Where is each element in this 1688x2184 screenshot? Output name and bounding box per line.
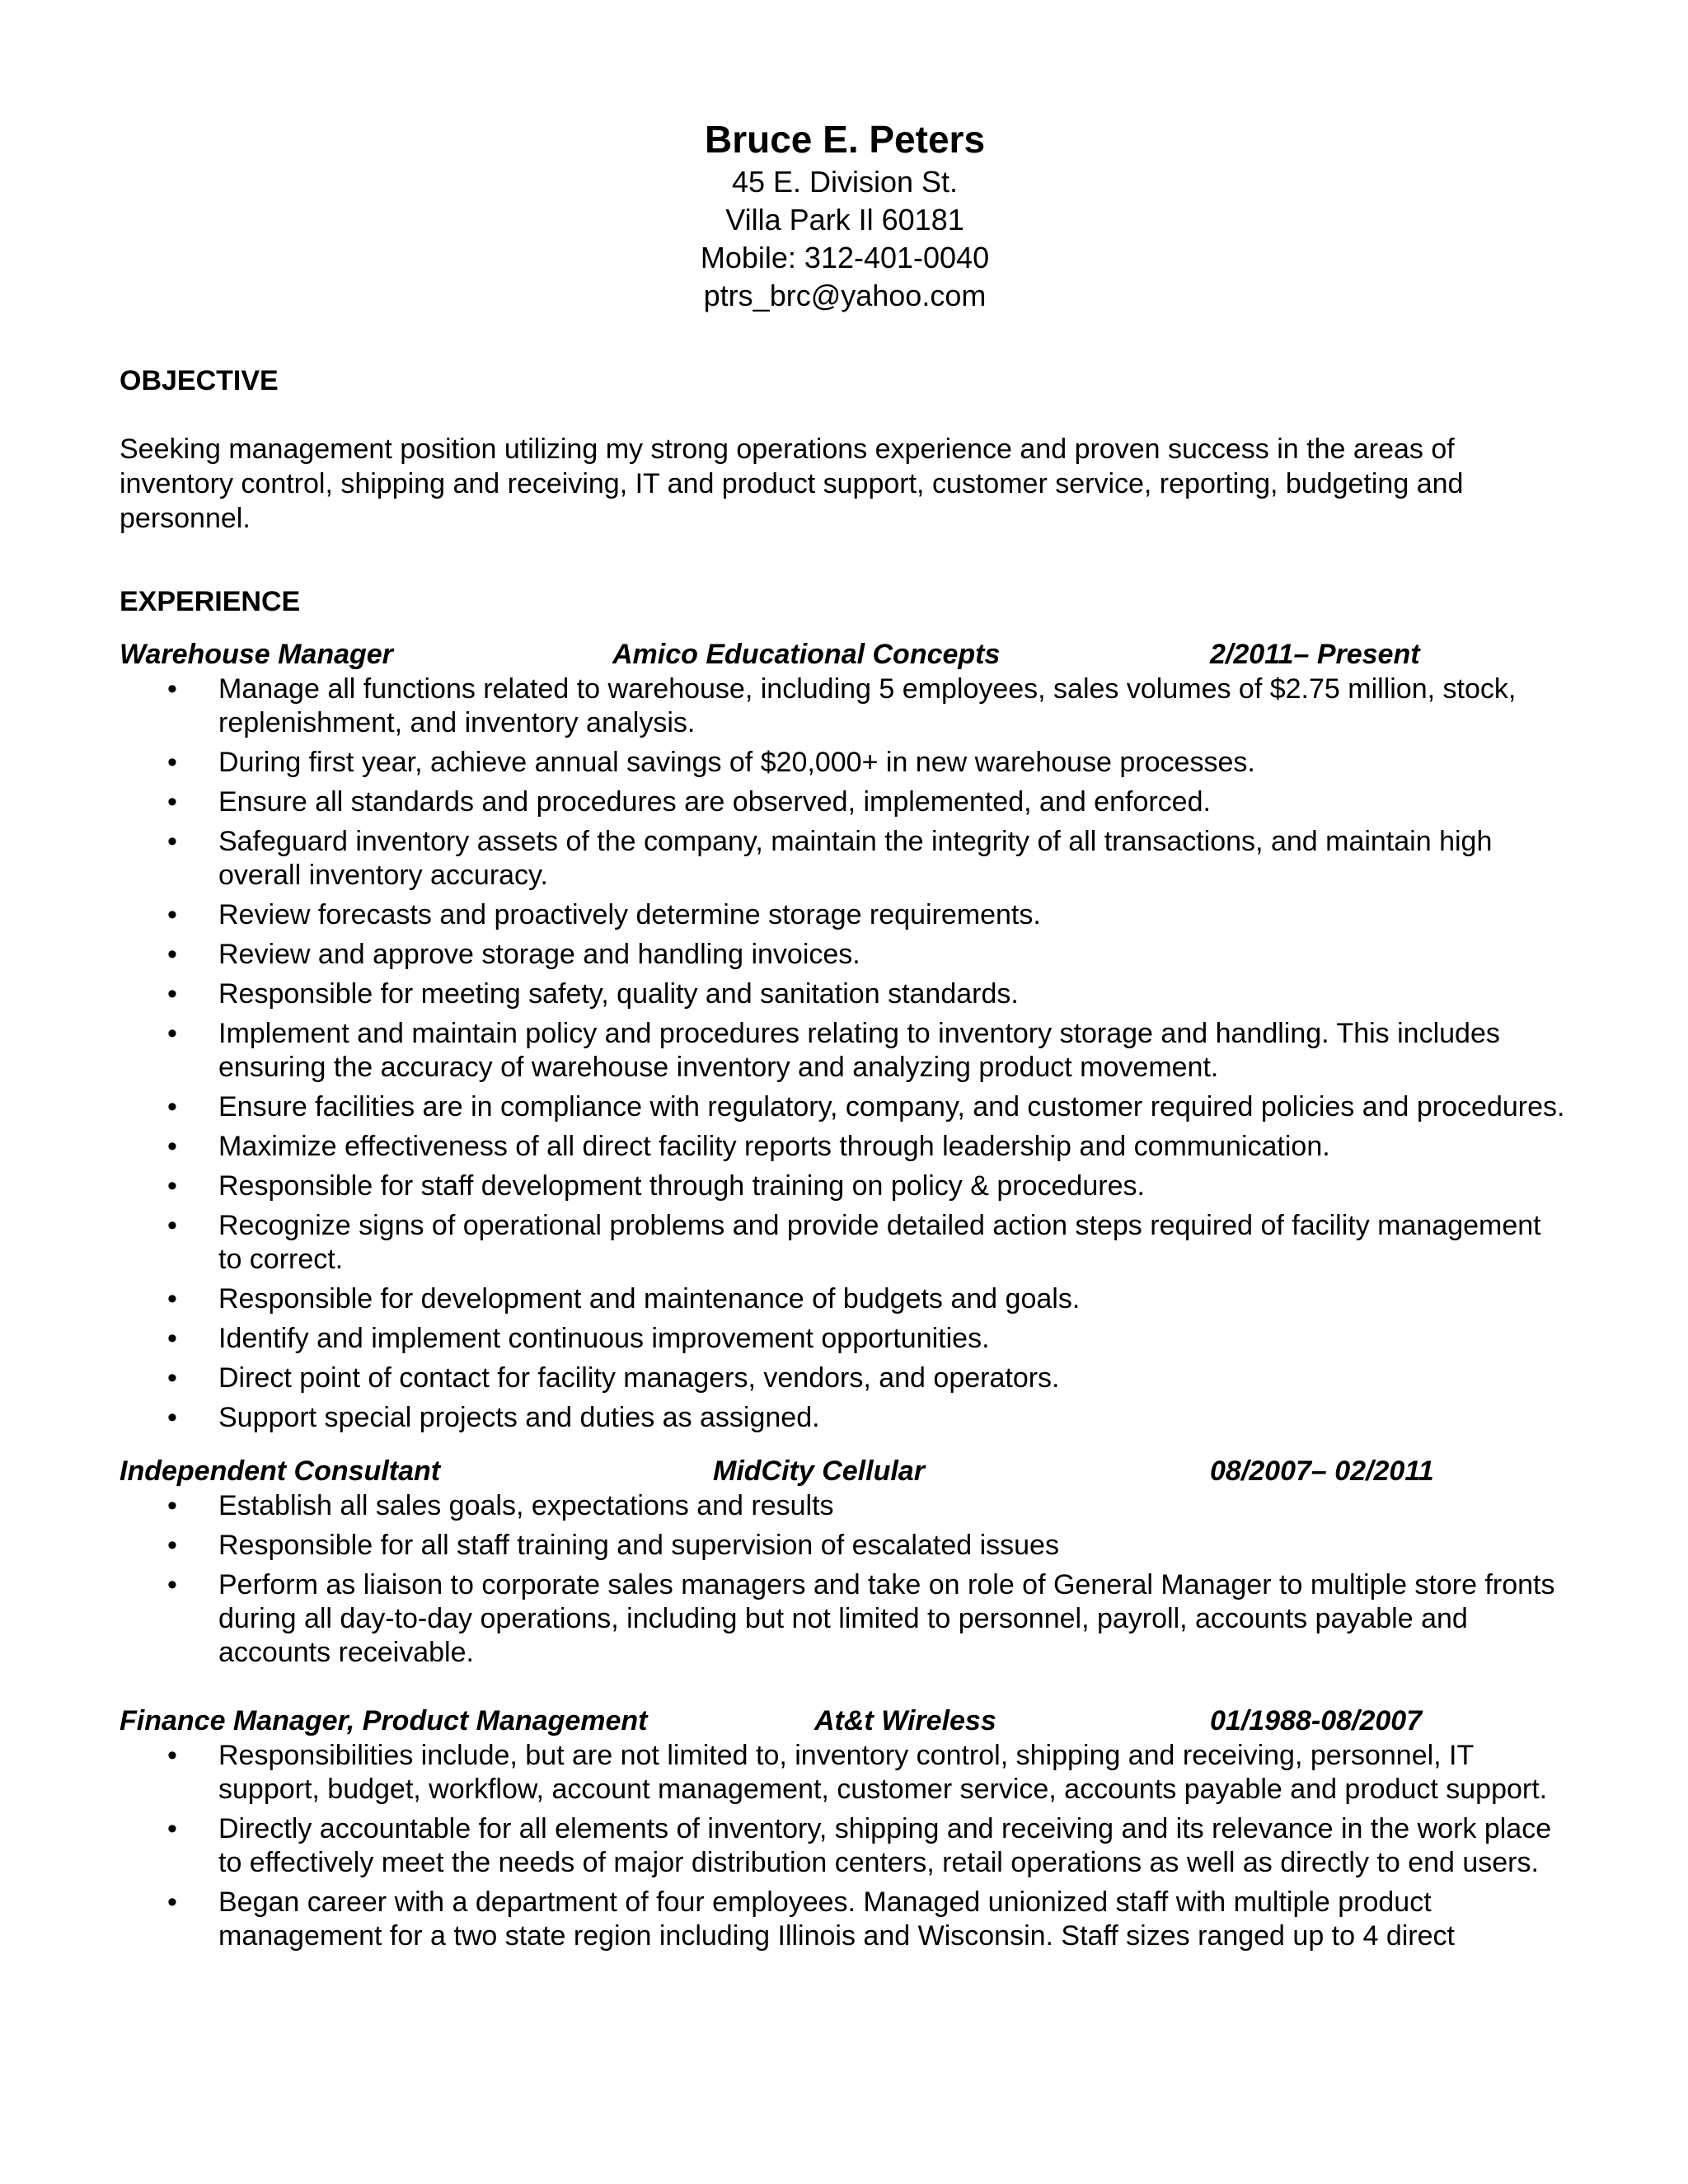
job-dates: 01/1988-08/2007 (1210, 1705, 1423, 1736)
job-bullet: • Implement and maintain policy and procedures relating to inventory storage and handling. This includes ensuring the accuracy of warehouse inventory and analyzing product movement. (120, 1017, 1570, 1085)
job-bullet-list (120, 1489, 1570, 1670)
job-title: Warehouse Manager (120, 639, 393, 670)
job-header (120, 1703, 1570, 1739)
job-bullet: • Ensure all standards and procedures are observed, implemented, and enforced. (120, 785, 1570, 819)
job-title: Independent Consultant (120, 1455, 441, 1487)
job-bullet: • Began career with a department of four employees. Managed unionized staff with multiple product management for a two state region including Illinois and Wisconsin. Staff sizes ranged up to 4 direct (120, 1886, 1570, 1953)
job-bullet: • Responsible for all staff training and supervision of escalated issues (120, 1529, 1570, 1563)
job-bullet: • Perform as liaison to corporate sales managers and take on role of General Manager to multiple store fronts during all day-to-day operations, including but not limited to personnel, payroll, accounts payable and accounts receivable. (120, 1568, 1570, 1670)
job-bullet: • Responsible for development and maintenance of budgets and goals. (120, 1282, 1570, 1316)
address-line-1: 45 E. Division St. (731, 165, 959, 199)
job-bullet: • Responsible for staff development through training on policy & procedures. (120, 1169, 1570, 1203)
job-entry (120, 636, 1570, 1435)
job-bullet: • Identify and implement continuous improvement opportunities. (120, 1322, 1570, 1356)
job-bullet: • Manage all functions related to warehouse, including 5 employees, sales volumes of $2.75 million, stock, replenishment, and inventory analysis. (120, 673, 1570, 740)
job-bullet: • During first year, achieve annual savings of $20,000+ in new warehouse processes. (120, 746, 1570, 780)
job-bullet: • Maximize effectiveness of all direct facility reports through leadership and communication. (120, 1130, 1570, 1164)
job-bullet: • Establish all sales goals, expectations and results (120, 1489, 1570, 1523)
job-bullet: • Directly accountable for all elements of inventory, shipping and receiving and its relevance in the work place to effectively meet the needs of major distribution centers, retail operations as well as directly to end users. (120, 1812, 1570, 1880)
job-header (120, 636, 1570, 673)
job-entry (120, 1703, 1570, 1953)
job-entry (120, 1453, 1570, 1670)
address-line-2: Villa Park Il 60181 (725, 203, 964, 237)
job-bullet: • Direct point of contact for facility managers, vendors, and operators. (120, 1361, 1570, 1395)
job-header (120, 1453, 1570, 1489)
job-bullet: • Ensure facilities are in compliance with regulatory, company, and customer required policies and procedures. (120, 1090, 1570, 1124)
job-company: At&t Wireless (814, 1705, 996, 1736)
job-bullet: • Review forecasts and proactively determine storage requirements. (120, 898, 1570, 932)
job-title: Finance Manager, Product Management (120, 1705, 648, 1736)
experience-heading: EXPERIENCE (120, 586, 301, 617)
job-bullet: • Recognize signs of operational problems and provide detailed action steps required of facility management to correct. (120, 1209, 1570, 1277)
job-company: Amico Educational Concepts (612, 639, 1001, 670)
resume-page (120, 115, 1570, 1959)
job-company: MidCity Cellular (713, 1455, 925, 1487)
phone-number: Mobile: 312-401-0040 (700, 241, 990, 274)
job-bullet-list (120, 673, 1570, 1435)
job-bullet-list (120, 1739, 1570, 1953)
job-bullet: • Support special projects and duties as assigned. (120, 1401, 1570, 1435)
job-bullet: • Responsible for meeting safety, quality and sanitation standards. (120, 977, 1570, 1011)
objective-heading: OBJECTIVE (120, 365, 279, 396)
email-address: ptrs_brc@yahoo.com (703, 279, 987, 312)
job-dates: 08/2007– 02/2011 (1210, 1455, 1434, 1487)
job-dates: 2/2011– Present (1210, 639, 1420, 670)
job-bullet: • Safeguard inventory assets of the company, maintain the integrity of all transactions, and maintain high overall inventory accuracy. (120, 825, 1570, 893)
resume-header (120, 115, 1570, 315)
objective-text: Seeking management position utilizing my strong operations experience and proven success in the areas of inventory control, shipping and receiving, IT and product support, customer service, reporting, budgeting and personnel. (120, 434, 1464, 534)
candidate-name: Bruce E. Peters (704, 118, 986, 161)
job-bullet: • Responsibilities include, but are not limited to, inventory control, shipping and receiving, personnel, IT support, budget, workflow, account management, customer service, accounts payable and product support. (120, 1739, 1570, 1807)
job-bullet: • Review and approve storage and handling invoices. (120, 938, 1570, 972)
